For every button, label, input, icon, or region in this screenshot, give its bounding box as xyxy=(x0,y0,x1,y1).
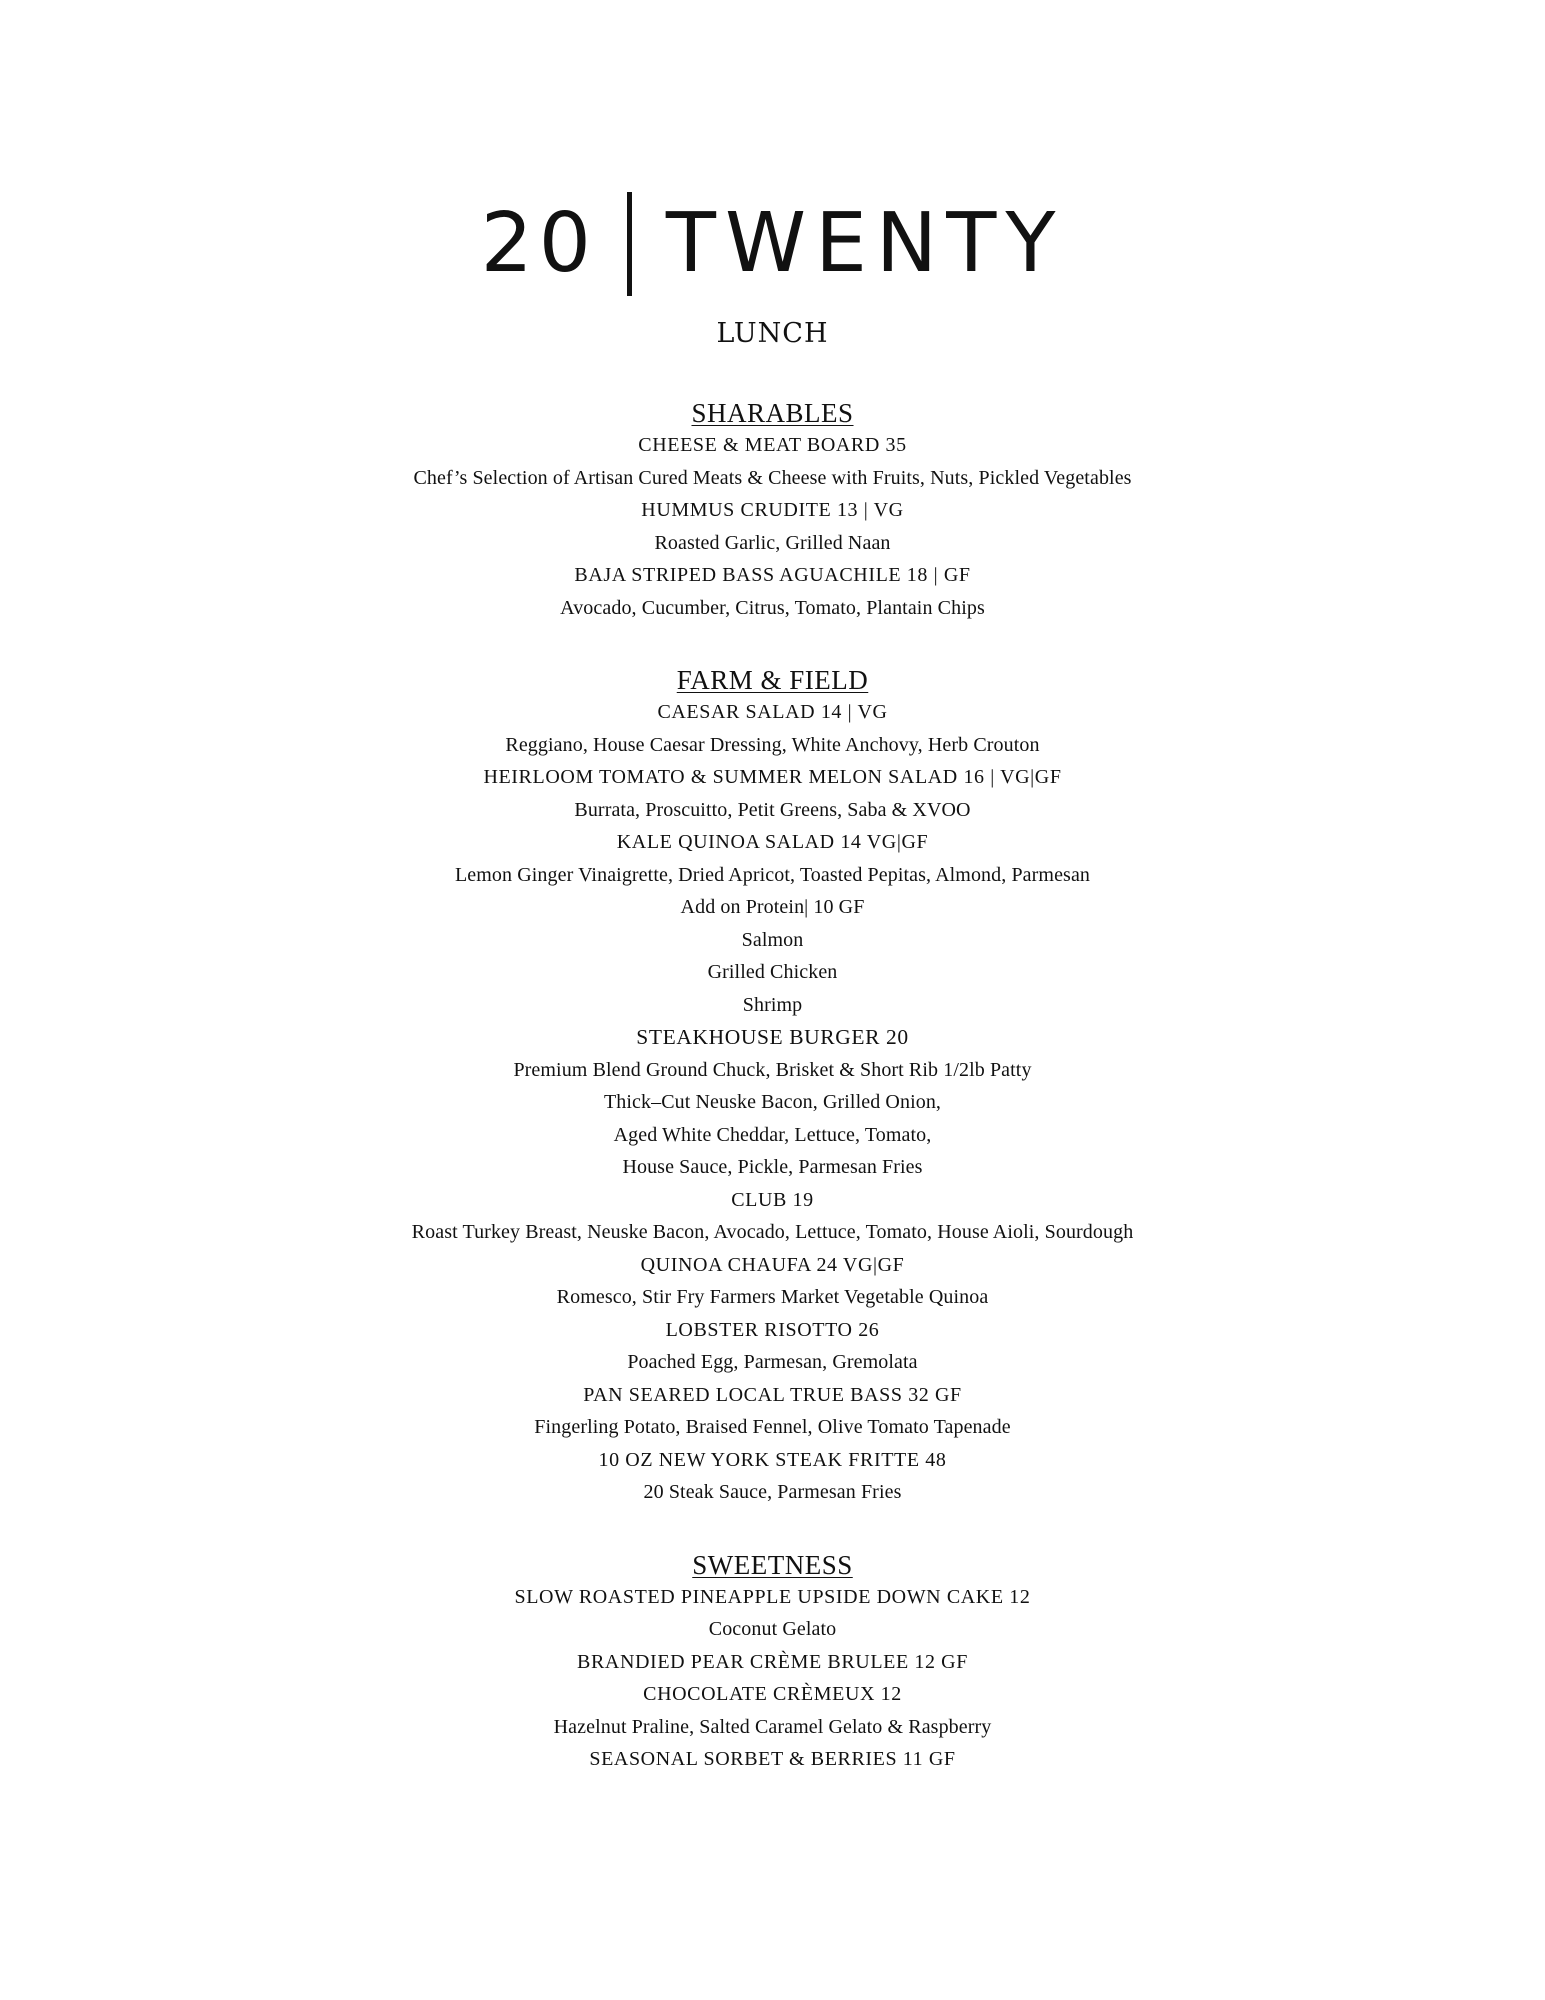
menu-item-name: HEIRLOOM TOMATO & SUMMER MELON SALAD 16 | VG|GF xyxy=(483,766,1062,788)
logo-number: 20 xyxy=(480,196,597,291)
menu-item-name: SEASONAL SORBET & BERRIES 11 GF xyxy=(589,1748,956,1770)
menu-item-description: Reggiano, House Caesar Dressing, White Anchovy, Herb Crouton xyxy=(505,733,1040,756)
menu-item-description: Avocado, Cucumber, Citrus, Tomato, Plantain Chips xyxy=(560,596,985,619)
menu-item-description: Roasted Garlic, Grilled Naan xyxy=(654,531,891,554)
menu-item-description: Add on Protein| 10 GF xyxy=(680,896,865,918)
menu-item-description: Hazelnut Praline, Salted Caramel Gelato & Raspberry xyxy=(553,1715,992,1738)
menu-item-description: Coconut Gelato xyxy=(708,1618,837,1640)
section-heading: SHARABLES xyxy=(691,398,854,428)
logo-word: TWENTY xyxy=(665,196,1065,291)
menu-item-name: QUINOA CHAUFA 24 VG|GF xyxy=(640,1253,905,1276)
menu-section xyxy=(0,397,1545,624)
menu-item-name: 10 OZ NEW YORK STEAK FRITTE 48 xyxy=(598,1448,947,1471)
menu-item-name: CHOCOLATE CRÈMEUX 12 xyxy=(643,1683,902,1705)
menu-item-description: 20 Steak Sauce, Parmesan Fries xyxy=(643,1481,902,1503)
menu-item-name: PAN SEARED LOCAL TRUE BASS 32 GF xyxy=(583,1383,962,1406)
menu-section xyxy=(0,664,1545,1509)
menu-item-name: SLOW ROASTED PINEAPPLE UPSIDE DOWN CAKE 12 xyxy=(514,1585,1031,1608)
menu-item-name: LOBSTER RISOTTO 26 xyxy=(665,1318,880,1341)
section-heading: FARM & FIELD xyxy=(676,665,869,695)
restaurant-logo xyxy=(0,192,1545,296)
menu-item-name: STEAKHOUSE BURGER 20 xyxy=(636,1025,909,1049)
menu-item-description: Romesco, Stir Fry Farmers Market Vegetable Quinoa xyxy=(556,1286,989,1308)
section-heading: SWEETNESS xyxy=(692,1549,853,1580)
menu-item-name: KALE QUINOA SALAD 14 VG|GF xyxy=(616,831,929,853)
menu-item-description: Fingerling Potato, Braised Fennel, Olive Tomato Tapenade xyxy=(534,1416,1011,1438)
menu-item-description: Salmon xyxy=(741,928,804,951)
menu-item-description: Aged White Cheddar, Lettuce, Tomato, xyxy=(613,1123,932,1146)
menu-item-description: Burrata, Proscuitto, Petit Greens, Saba & XVOO xyxy=(574,798,971,821)
menu-item-description: Chef’s Selection of Artisan Cured Meats & Cheese with Fruits, Nuts, Pickled Vegetables xyxy=(413,466,1132,489)
menu-item-name: CLUB 19 xyxy=(731,1188,814,1211)
menu-item-description: Thick–Cut Neuske Bacon, Grilled Onion, xyxy=(603,1091,942,1113)
menu-title: LUNCH xyxy=(716,318,829,349)
menu-section xyxy=(0,1549,1545,1776)
menu-item-description: Poached Egg, Parmesan, Gremolata xyxy=(627,1351,918,1373)
menu-item-description: Roast Turkey Breast, Neuske Bacon, Avocado, Lettuce, Tomato, House Aioli, Sourdough xyxy=(411,1221,1134,1243)
menu-item-description: Grilled Chicken xyxy=(707,961,838,983)
menu-item-name: BRANDIED PEAR CRÈME BRULEE 12 GF xyxy=(577,1650,968,1673)
menu-item-name: CAESAR SALAD 14 | VG xyxy=(657,701,888,723)
menu-body xyxy=(0,397,1545,1816)
menu-item-description: House Sauce, Pickle, Parmesan Fries xyxy=(622,1156,923,1178)
menu-item-description: Shrimp xyxy=(742,993,803,1016)
menu-item-description: Premium Blend Ground Chuck, Brisket & Short Rib 1/2lb Patty xyxy=(513,1058,1032,1081)
menu-item-name: CHEESE & MEAT BOARD 35 xyxy=(638,434,907,456)
menu-item-name: HUMMUS CRUDITE 13 | VG xyxy=(641,499,904,521)
menu-item-description: Lemon Ginger Vinaigrette, Dried Apricot, Toasted Pepitas, Almond, Parmesan xyxy=(454,863,1091,886)
menu-item-name: BAJA STRIPED BASS AGUACHILE 18 | GF xyxy=(574,564,971,586)
